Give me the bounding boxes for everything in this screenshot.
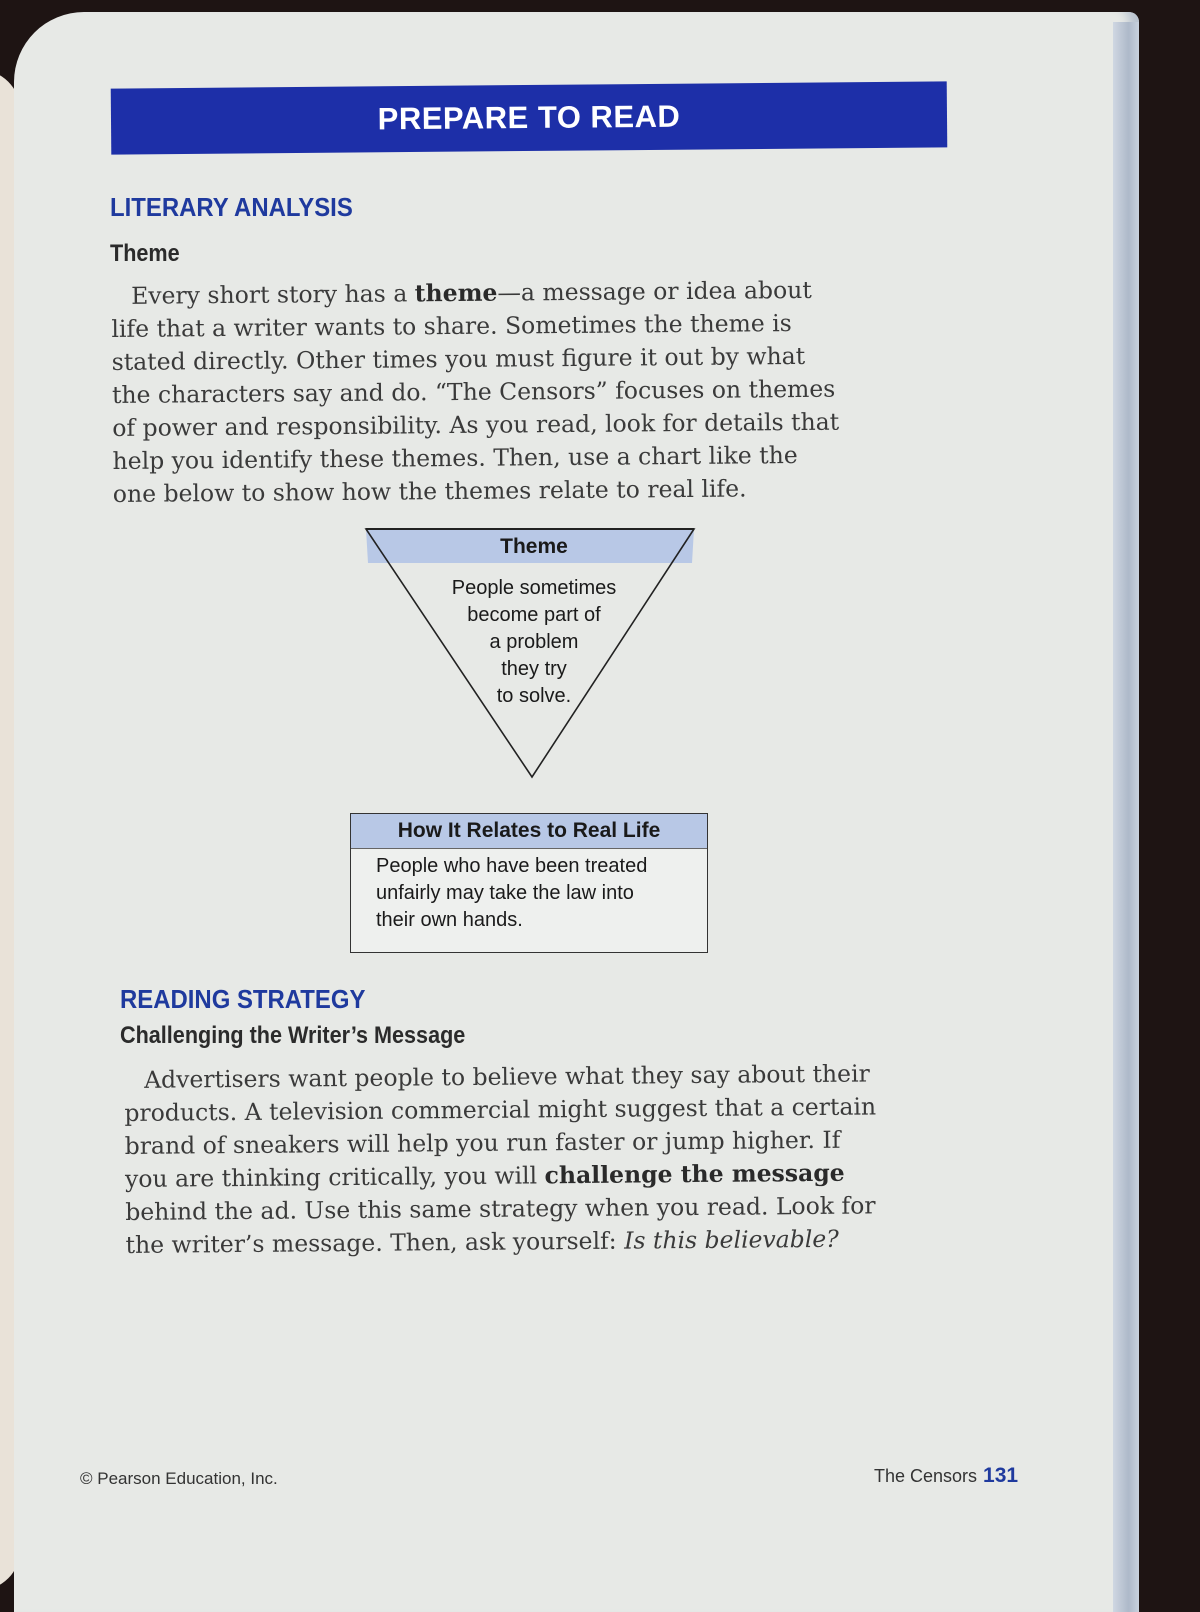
- real-life-text: [351, 849, 707, 934]
- paragraph-line: products. A television commercial might suggest that a certain: [124, 1092, 877, 1127]
- paragraph-line: life that a writer wants to share. Sometimes the theme is: [111, 309, 792, 343]
- paragraph-line: stated directly. Other times you must figure it out by what: [111, 341, 806, 376]
- theme-line: People sometimes: [451, 577, 617, 599]
- theme-paragraph: [111, 274, 840, 511]
- theme-line: to solve.: [496, 685, 572, 707]
- paragraph-line: you are thinking critically, you will challenge the message: [124, 1158, 845, 1193]
- literary-analysis-heading: LITERARY ANALYSIS: [110, 192, 353, 222]
- paragraph-line: the writer’s message. Then, ask yourself: Is this believable?: [125, 1224, 839, 1259]
- real-life-title: How It Relates to Real Life: [351, 814, 707, 849]
- page-footer: [874, 1464, 1018, 1488]
- theme-chart-text: [424, 575, 644, 710]
- paragraph-line: the characters say and do. “The Censors” focuses on themes: [111, 374, 836, 409]
- paragraph-line: one below to show how the themes relate to real life.: [112, 474, 747, 508]
- challenging-message-subheading: Challenging the Writer’s Message: [120, 1022, 466, 1049]
- page-stack-edge: [1113, 22, 1139, 1612]
- paragraph-line: behind the ad. Use this same strategy when you read. Look for: [125, 1191, 876, 1226]
- real-life-box: [350, 813, 708, 953]
- paragraph-line: brand of sneakers will help you run faster or jump higher. If: [124, 1125, 841, 1160]
- paragraph-line: Advertisers want people to believe what they say about their: [144, 1059, 870, 1094]
- story-title: The Censors: [874, 1466, 978, 1486]
- page-number: 131: [983, 1464, 1019, 1487]
- theme-line: a problem: [489, 631, 579, 653]
- paragraph-line: of power and responsibility. As you read, look for details that: [112, 407, 840, 442]
- strategy-paragraph: [124, 1057, 877, 1262]
- theme-chart-title: Theme: [500, 535, 568, 558]
- prepare-to-read-banner: [111, 81, 948, 154]
- paragraph-line: help you identify these themes. Then, use a chart like the: [112, 441, 798, 475]
- theme-line: become part of: [467, 604, 601, 626]
- banner-title: PREPARE TO READ: [377, 98, 681, 137]
- real-life-line: their own hands.: [376, 909, 523, 931]
- copyright-notice: © Pearson Education, Inc.: [80, 1469, 278, 1488]
- book-page: [14, 12, 1139, 1612]
- theme-subheading: Theme: [110, 240, 180, 267]
- paragraph-line: Every short story has a theme—a message or idea about: [131, 275, 812, 310]
- theme-line: they try: [501, 658, 567, 680]
- real-life-line: unfairly may take the law into: [376, 882, 634, 904]
- real-life-line: People who have been treated: [376, 855, 648, 877]
- theme-triangle-chart: [364, 527, 704, 797]
- reading-strategy-heading: READING STRATEGY: [120, 984, 366, 1014]
